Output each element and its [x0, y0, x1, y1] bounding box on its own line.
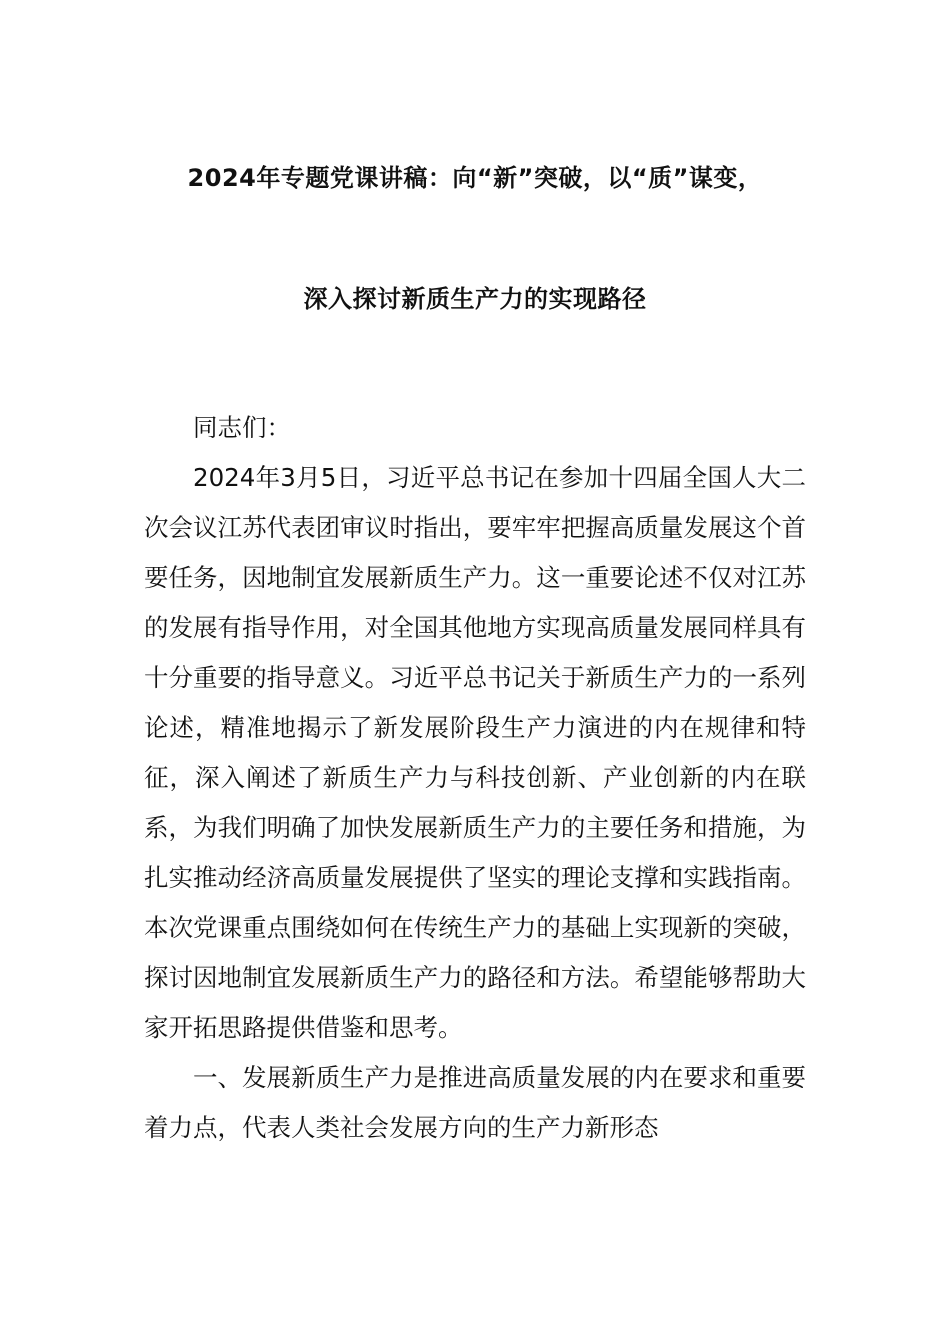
body-paragraph-1: 2024年3月5日，习近平总书记在参加十四届全国人大二次会议江苏代表团审议时指出，要牢牢把握高质量发展这个首要任务，因地制宜发展新质生产力。这一重要论述不仅对江苏的发展有指导作用，对全国其他地方实现高质量发展同样具有十分重要的指导意义。习近平总书记关于新质生产力的一系列论述，精准地揭示了新发展阶段生产力演进的内在规律和特征，深入阐述了新质生产力与科技创新、产业创新的内在联系，为我们明确了加快发展新质生产力的主要任务和措施，为扎实推动经济高质量发展提供了坚实的理论支撑和实践指南。本次党课重点围绕如何在传统生产力的基础上实现新的突破，探讨因地制宜发展新质生产力的路径和方法。希望能够帮助大家开拓思路提供借鉴和思考。 [144, 463, 806, 1042]
salutation: 同志们： [193, 413, 291, 442]
document-title-line-1: 2024年专题党课讲稿：向“新”突破，以“质”谋变， [187, 164, 763, 192]
document-title-line-2: 深入探讨新质生产力的实现路径 [303, 285, 647, 313]
document-body [144, 403, 806, 1153]
section-heading-1: 一、发展新质生产力是推进高质量发展的内在要求和重要着力点，代表人类社会发展方向的生产力新形态 [144, 1063, 806, 1142]
